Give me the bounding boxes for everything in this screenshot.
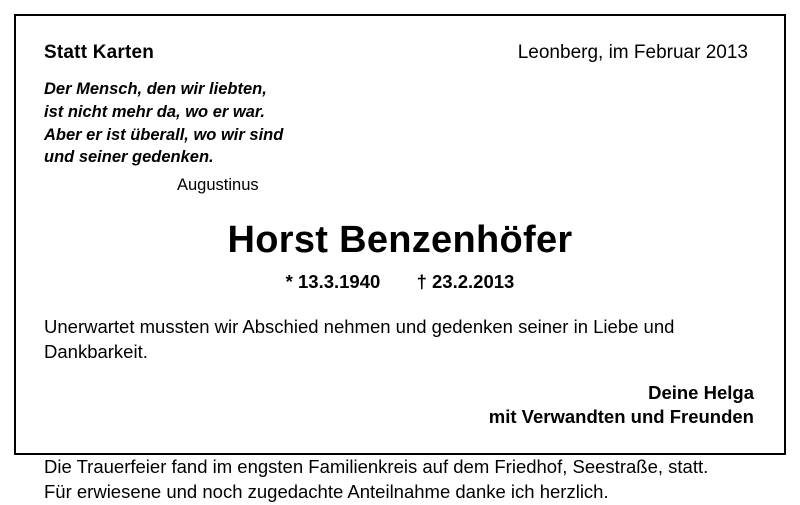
birth-date: * 13.3.1940 <box>285 270 381 292</box>
verse-line-4: und seiner gedenken. <box>44 148 214 167</box>
deceased-dates <box>44 271 756 293</box>
deceased-name: Horst Benzenhöfer <box>227 218 573 261</box>
death-date: † 23.2.2013 <box>416 270 515 292</box>
place-date-label: Leonberg, im Februar 2013 <box>517 42 748 63</box>
signature-block <box>44 381 756 429</box>
signature-line-2: mit Verwandten und Freunden <box>488 405 754 427</box>
notice-header <box>44 42 756 64</box>
verse-line-2: ist nicht mehr da, wo er war. <box>44 102 265 121</box>
verse-author: Augustinus <box>177 176 259 195</box>
verse-line-3: Aber er ist überall, wo wir sind <box>44 125 284 144</box>
verse-block <box>44 78 756 197</box>
closing-block <box>44 455 756 505</box>
closing-line-1: Die Trauerfeier fand im engsten Familienkreis auf dem Friedhof, Seestraße, statt. <box>44 455 709 477</box>
signature-line-1: Deine Helga <box>648 381 754 403</box>
obituary-notice <box>14 14 786 502</box>
message-text: Unerwartet mussten wir Abschied nehmen und gedenken seiner in Liebe und Dankbarkeit. <box>44 315 675 362</box>
verse-line-1: Der Mensch, den wir liebten, <box>44 80 267 98</box>
statt-karten-label: Statt Karten <box>44 42 155 63</box>
closing-line-2: Für erwiesene und noch zugedachte Anteilnahme danke ich herzlich. <box>44 480 609 502</box>
